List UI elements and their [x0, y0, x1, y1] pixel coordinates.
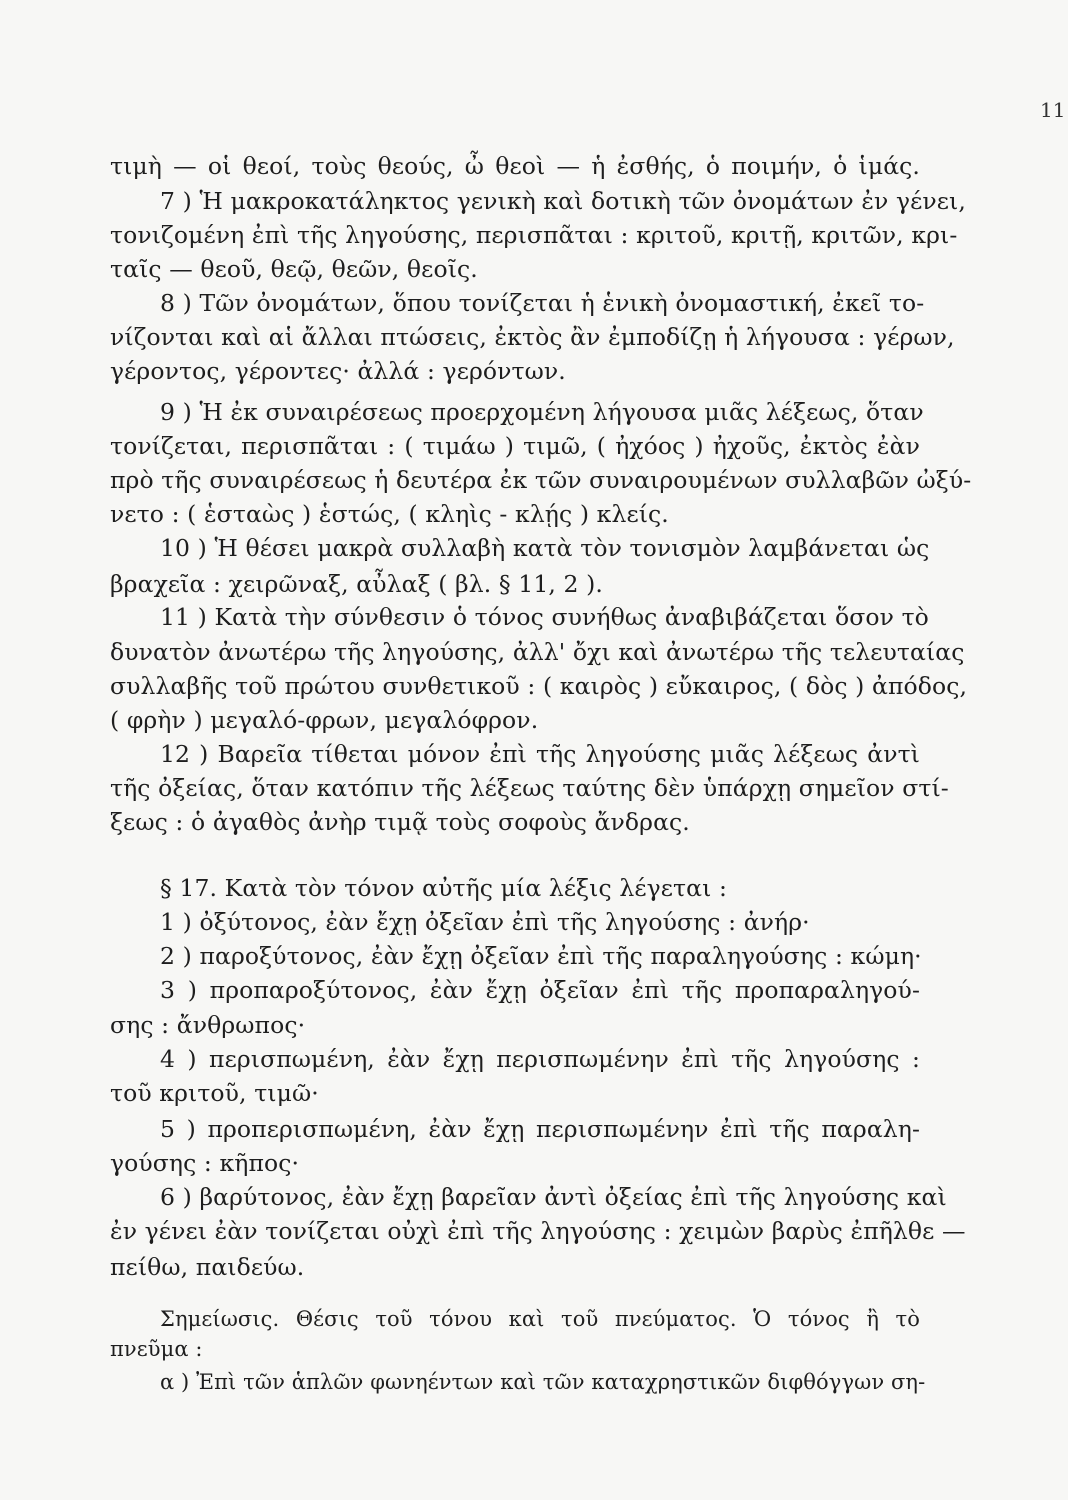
rule-11-line-4: ( φρὴν ) μεγαλό-φρων, μεγαλόφρον. — [110, 706, 539, 734]
page-number: 11 — [1040, 98, 1066, 122]
s17-item-5-line-2: γούσης : κῆπος· — [110, 1149, 300, 1177]
note-line-2: πνεῦμα : — [110, 1337, 203, 1361]
rule-8-line-1: 8 ) Τῶν ὀνομάτων, ὅπου τονίζεται ἡ ἑνικὴ ὀνομαστική, ἐκεῖ το- — [160, 289, 925, 317]
rule-9-line-4: νετο : ( ἑσταὼς ) ἑστώς, ( κληὶς - κλῄς ) κλείς. — [110, 500, 669, 528]
rule-10-line-2: βραχεῖα : χειρῶναξ, αὖλαξ ( βλ. § 11, 2 ). — [110, 570, 603, 598]
rule-7-line-2: τονιζομένη ἐπὶ τῆς ληγούσης, περισπᾶται : κριτοῦ, κριτῇ, κριτῶν, κρι- — [110, 221, 958, 249]
rule-7-line-3: ταῖς — θεοῦ, θεῷ, θεῶν, θεοῖς. — [110, 255, 478, 283]
rule-8-line-3: γέροντος, γέροντες· ἀλλά : γερόντων. — [110, 357, 566, 385]
rule-11-line-1: 11 ) Κατὰ τὴν σύνθεσιν ὁ τόνος συνήθως ἀναβιβάζεται ὅσον τὸ — [160, 603, 929, 631]
rule-9-line-2: τονίζεται, περισπᾶται : ( τιμάω ) τιμῶ, ( ἠχόος ) ἠχοῦς, ἐκτὸς ἐὰν — [110, 432, 920, 460]
rule-10-line-1: 10 ) Ἡ θέσει μακρὰ συλλαβὴ κατὰ τὸν τονισμὸν λαμβάνεται ὡς — [160, 534, 930, 562]
s17-item-4-line-1: 4 ) περισπωμένη, ἐὰν ἔχῃ περισπωμένην ἐπὶ τῆς ληγούσης : — [160, 1045, 920, 1073]
rule-11-line-3: συλλαβῆς τοῦ πρώτου συνθετικοῦ : ( καιρὸς ) εὔκαιρος, ( δὸς ) ἀπόδος, — [110, 672, 968, 700]
section-17-heading: § 17. Κατὰ τὸν τόνον αὐτῆς μία λέξις λέγεται : — [160, 874, 727, 902]
s17-item-2: 2 ) παροξύτονος, ἐὰν ἔχῃ ὀξεῖαν ἐπὶ τῆς παραληγούσης : κώμη· — [160, 942, 922, 970]
s17-item-5-line-1: 5 ) προπερισπωμένη, ἐὰν ἔχῃ περισπωμένην ἐπὶ τῆς παραλη- — [160, 1115, 920, 1143]
note-line-1: Σημείωσις. Θέσις τοῦ τόνου καὶ τοῦ πνεύματος. Ὁ τόνος ἢ τὸ — [160, 1307, 920, 1331]
s17-item-6-line-1: 6 ) βαρύτονος, ἐὰν ἔχῃ βαρεῖαν ἀντὶ ὀξείας ἐπὶ τῆς ληγούσης καὶ — [160, 1183, 947, 1211]
rule-9-line-1: 9 ) Ἡ ἐκ συναιρέσεως προερχομένη λήγουσα μιᾶς λέξεως, ὅταν — [160, 398, 924, 426]
s17-item-6-line-3: πείθω, παιδεύω. — [110, 1253, 305, 1281]
rule-12-line-1: 12 ) Βαρεῖα τίθεται μόνον ἐπὶ τῆς ληγούσης μιᾶς λέξεως ἀντὶ — [160, 740, 920, 768]
rule-11-line-2: δυνατὸν ἀνωτέρω τῆς ληγούσης, ἀλλ' ὄχι καὶ ἀνωτέρω τῆς τελευταίας — [110, 638, 965, 666]
s17-item-6-line-2: ἐν γένει ἐὰν τονίζεται οὐχὶ ἐπὶ τῆς ληγούσης : χειμὼν βαρὺς ἐπῆλθε — — [110, 1217, 966, 1245]
s17-item-1: 1 ) ὀξύτονος, ἐὰν ἔχῃ ὀξεῖαν ἐπὶ τῆς ληγούσης : ἀνήρ· — [160, 908, 810, 936]
rule-9-line-3: πρὸ τῆς συναιρέσεως ἡ δευτέρα ἐκ τῶν συναιρουμένων συλλαβῶν ὠξύ- — [110, 466, 972, 494]
text-line: τιμὴ — οἱ θεοί, τοὺς θεούς, ὦ θεοὶ — ἡ ἐσθής, ὁ ποιμήν, ὁ ἱμάς. — [110, 152, 920, 180]
rule-12-line-2: τῆς ὀξείας, ὅταν κατόπιν τῆς λέξεως ταύτης δὲν ὑπάρχῃ σημεῖον στί- — [110, 774, 949, 802]
s17-item-4-line-2: τοῦ κριτοῦ, τιμῶ· — [110, 1079, 319, 1107]
rule-12-line-3: ξεως : ὁ ἀγαθὸς ἀνὴρ τιμᾷ τοὺς σοφοὺς ἄνδρας. — [110, 808, 690, 836]
rule-8-line-2: νίζονται καὶ αἱ ἄλλαι πτώσεις, ἐκτὸς ἂν ἐμποδίζῃ ἡ λήγουσα : γέρων, — [110, 323, 955, 351]
rule-7-line-1: 7 ) Ἡ μακροκατάληκτος γενικὴ καὶ δοτικὴ τῶν ὀνομάτων ἐν γένει, — [160, 187, 966, 215]
note-line-3: α ) Ἐπὶ τῶν ἁπλῶν φωνηέντων καὶ τῶν καταχρηστικῶν διφθόγγων ση- — [160, 1370, 926, 1394]
s17-item-3-line-2: σης : ἄνθρωπος· — [110, 1011, 306, 1039]
s17-item-3-line-1: 3 ) προπαροξύτονος, ἐὰν ἔχῃ ὀξεῖαν ἐπὶ τῆς προπαραληγού- — [160, 976, 920, 1004]
